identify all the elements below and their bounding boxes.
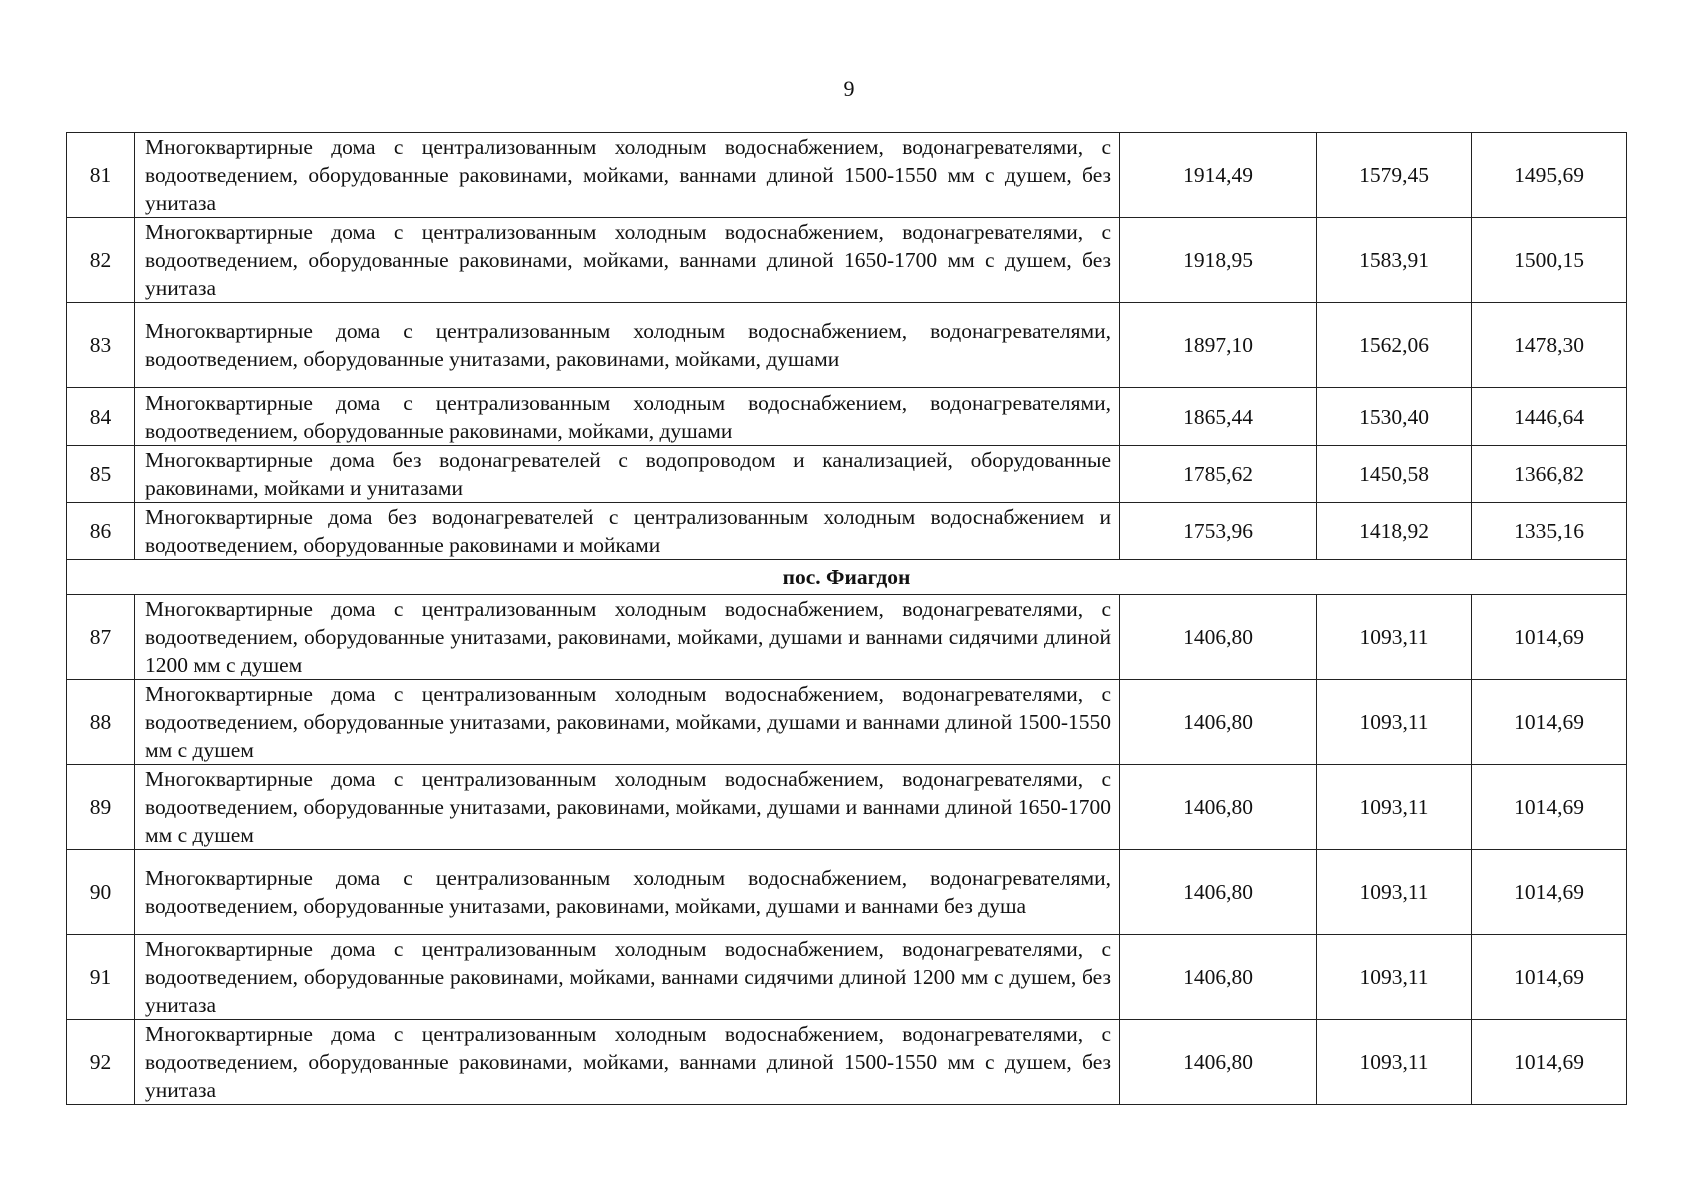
table-row: [67, 595, 1627, 680]
row-description: Многоквартирные дома с централизованным холодным водоснабжением, водонагревателями, с водоотведением, оборудованные унитазами, раковинами, мойками, душами и ваннами длиной 1500-1550 мм с душем: [135, 680, 1120, 765]
row-value-2: 1093,11: [1317, 765, 1472, 850]
row-value-1: 1406,80: [1120, 765, 1317, 850]
tariff-table: [66, 132, 1627, 1105]
row-value-3: 1014,69: [1472, 680, 1627, 765]
table-row: [67, 388, 1627, 446]
row-number: 89: [67, 765, 135, 850]
row-value-2: 1093,11: [1317, 680, 1472, 765]
table-row: [67, 1020, 1627, 1105]
row-value-3: 1500,15: [1472, 218, 1627, 303]
section-row: [67, 560, 1627, 595]
table-row: [67, 218, 1627, 303]
row-value-2: 1579,45: [1317, 133, 1472, 218]
row-value-2: 1418,92: [1317, 503, 1472, 560]
table-row: [67, 133, 1627, 218]
row-description: Многоквартирные дома с централизованным холодным водоснабжением, водонагревателями, с водоотведением, оборудованные унитазами, раковинами, мойками, душами и ваннами длиной 1650-1700 мм с душем: [135, 765, 1120, 850]
row-value-1: 1914,49: [1120, 133, 1317, 218]
row-number: 86: [67, 503, 135, 560]
row-value-2: 1093,11: [1317, 850, 1472, 935]
row-value-1: 1406,80: [1120, 680, 1317, 765]
row-value-2: 1562,06: [1317, 303, 1472, 388]
row-description: Многоквартирные дома с централизованным холодным водоснабжением, водонагревателями, водоотведением, оборудованные унитазами, раковинами, мойками, душами: [135, 303, 1120, 388]
section-title: пос. Фиагдон: [67, 560, 1627, 595]
row-description: Многоквартирные дома без водонагревателей с централизованным холодным водоснабжением и водоотведением, оборудованные раковинами и мойками: [135, 503, 1120, 560]
row-value-2: 1583,91: [1317, 218, 1472, 303]
row-value-3: 1478,30: [1472, 303, 1627, 388]
row-value-1: 1865,44: [1120, 388, 1317, 446]
row-number: 87: [67, 595, 135, 680]
row-number: 88: [67, 680, 135, 765]
row-description: Многоквартирные дома без водонагревателей с водопроводом и канализацией, оборудованные раковинами, мойками и унитазами: [135, 446, 1120, 503]
row-number: 90: [67, 850, 135, 935]
row-value-1: 1406,80: [1120, 1020, 1317, 1105]
row-description: Многоквартирные дома с централизованным холодным водоснабжением, водонагревателями, с водоотведением, оборудованные раковинами, мойками, ваннами длиной 1500-1550 мм с душем, без унитаза: [135, 133, 1120, 218]
row-number: 92: [67, 1020, 135, 1105]
row-value-3: 1495,69: [1472, 133, 1627, 218]
row-value-2: 1093,11: [1317, 935, 1472, 1020]
row-description: Многоквартирные дома с централизованным холодным водоснабжением, водонагревателями, с водоотведением, оборудованные раковинами, мойками, ваннами длиной 1650-1700 мм с душем, без унитаза: [135, 218, 1120, 303]
row-value-1: 1785,62: [1120, 446, 1317, 503]
row-value-1: 1406,80: [1120, 850, 1317, 935]
tariff-table-body: [67, 133, 1627, 1105]
table-row: [67, 446, 1627, 503]
row-number: 81: [67, 133, 135, 218]
row-value-1: 1406,80: [1120, 595, 1317, 680]
row-value-3: 1014,69: [1472, 765, 1627, 850]
row-value-3: 1446,64: [1472, 388, 1627, 446]
row-value-1: 1753,96: [1120, 503, 1317, 560]
table-row: [67, 503, 1627, 560]
row-number: 85: [67, 446, 135, 503]
row-value-1: 1897,10: [1120, 303, 1317, 388]
table-row: [67, 680, 1627, 765]
table-row: [67, 850, 1627, 935]
table-row: [67, 765, 1627, 850]
row-number: 84: [67, 388, 135, 446]
row-description: Многоквартирные дома с централизованным холодным водоснабжением, водонагревателями, с водоотведением, оборудованные раковинами, мойками, ваннами длиной 1500-1550 мм с душем, без унитаза: [135, 1020, 1120, 1105]
page-number: 9: [843, 76, 855, 101]
row-value-3: 1014,69: [1472, 935, 1627, 1020]
row-value-2: 1093,11: [1317, 1020, 1472, 1105]
row-number: 91: [67, 935, 135, 1020]
row-value-1: 1406,80: [1120, 935, 1317, 1020]
row-number: 82: [67, 218, 135, 303]
row-value-2: 1093,11: [1317, 595, 1472, 680]
row-value-3: 1014,69: [1472, 595, 1627, 680]
row-value-2: 1530,40: [1317, 388, 1472, 446]
row-description: Многоквартирные дома с централизованным холодным водоснабжением, водонагревателями, водоотведением, оборудованные унитазами, раковинами, мойками, душами и ваннами без душа: [135, 850, 1120, 935]
table-row: [67, 935, 1627, 1020]
row-value-2: 1450,58: [1317, 446, 1472, 503]
row-value-3: 1366,82: [1472, 446, 1627, 503]
row-number: 83: [67, 303, 135, 388]
row-description: Многоквартирные дома с централизованным холодным водоснабжением, водонагревателями, с водоотведением, оборудованные унитазами, раковинами, мойками, душами и ваннами сидячими длиной 1200 мм с душем: [135, 595, 1120, 680]
row-description: Многоквартирные дома с централизованным холодным водоснабжением, водонагревателями, с водоотведением, оборудованные раковинами, мойками, ваннами сидячими длиной 1200 мм с душем, без унитаза: [135, 935, 1120, 1020]
row-value-3: 1014,69: [1472, 850, 1627, 935]
table-row: [67, 303, 1627, 388]
row-value-3: 1335,16: [1472, 503, 1627, 560]
row-value-1: 1918,95: [1120, 218, 1317, 303]
row-description: Многоквартирные дома с централизованным холодным водоснабжением, водонагревателями, водоотведением, оборудованные раковинами, мойками, душами: [135, 388, 1120, 446]
row-value-3: 1014,69: [1472, 1020, 1627, 1105]
